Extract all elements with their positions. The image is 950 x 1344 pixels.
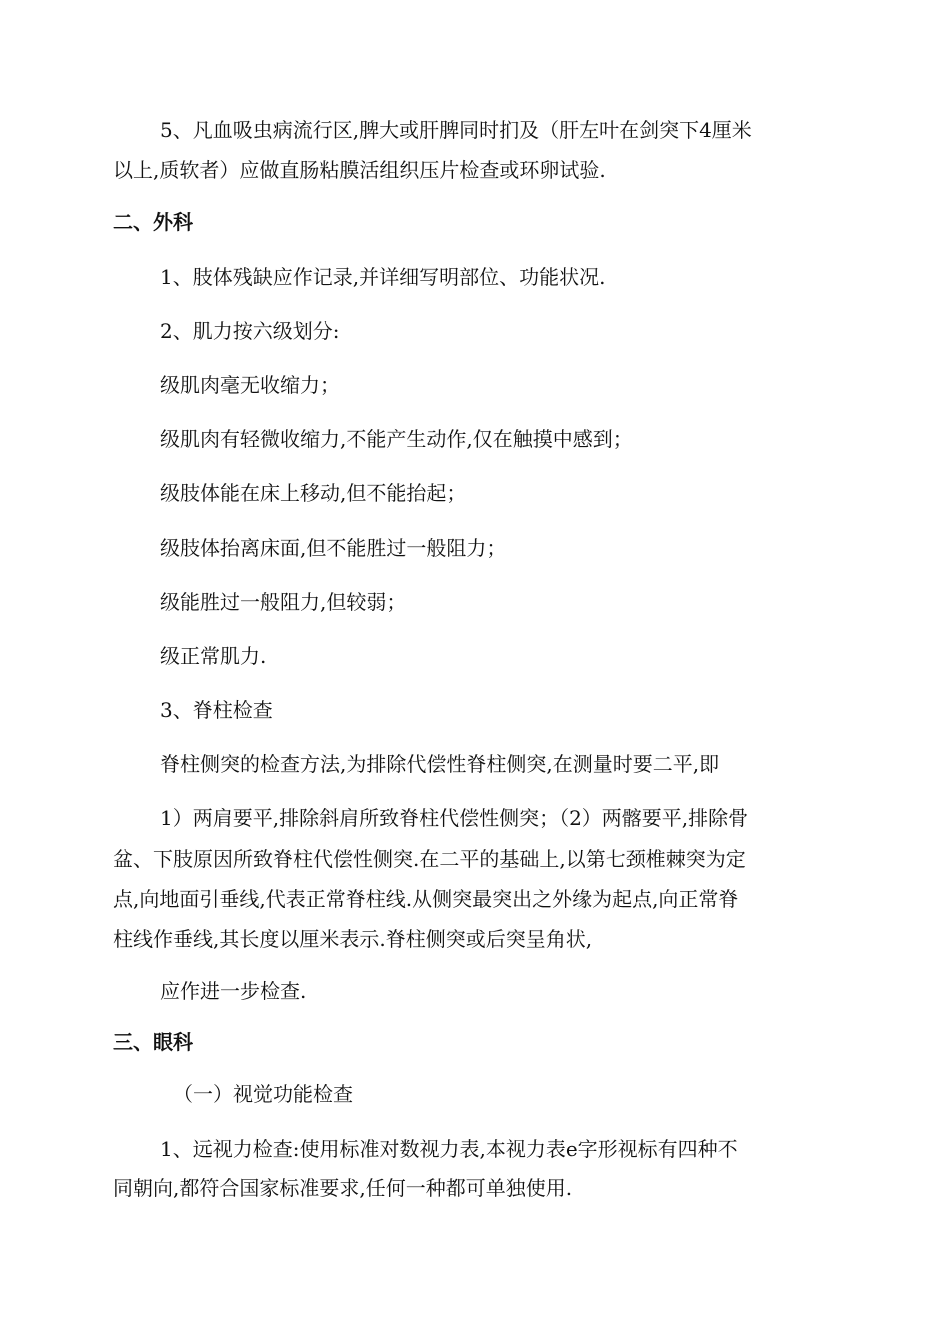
paragraph-line: 脊柱侧突的检查方法,为排除代偿性脊柱侧突,在测量时要二平,即 — [160, 752, 720, 776]
paragraph-line: 级肌肉有轻微收缩力,不能产生动作,仅在触摸中感到； — [160, 427, 633, 451]
paragraph-line: 级正常肌力. — [160, 644, 267, 668]
paragraph-line: 级肢体能在床上移动,但不能抬起； — [160, 481, 467, 505]
paragraph-line: 1）两肩要平,排除斜肩所致脊柱代偿性侧突；（2）两髂要平,排除骨 — [160, 806, 749, 830]
paragraph-line: 点,向地面引垂线,代表正常脊柱线.从侧突最突出之外缘为起点,向正常脊 — [113, 887, 739, 911]
paragraph-line: 柱线作垂线,其长度以厘米表示.脊柱侧突或后突呈角状, — [113, 927, 593, 951]
paragraph-line: 级肢体抬离床面,但不能胜过一般阻力； — [160, 536, 507, 560]
paragraph-line: 应作进一步检查. — [160, 979, 307, 1003]
paragraph-line: 5、凡血吸虫病流行区,脾大或肝脾同时扪及（肝左叶在剑突下4厘米 — [160, 118, 752, 142]
paragraph-line: 同朝向,都符合国家标准要求,任何一种都可单独使用. — [113, 1176, 573, 1200]
paragraph-line: 3、脊柱检查 — [160, 698, 273, 722]
paragraph-line: 2、肌力按六级划分: — [160, 319, 340, 343]
paragraph-line: 以上,质软者）应做直肠粘膜活组织压片检查或环卵试验. — [113, 158, 606, 182]
section-heading-ophthalmology: 三、眼科 — [113, 1030, 193, 1054]
paragraph-line: 级能胜过一般阻力,但较弱； — [160, 590, 407, 614]
paragraph-line: 盆、下肢原因所致脊柱代偿性侧突.在二平的基础上,以第七颈椎棘突为定 — [113, 847, 746, 871]
section-heading-surgery: 二、外科 — [113, 210, 193, 234]
paragraph-line: 级肌肉毫无收缩力； — [160, 373, 340, 397]
paragraph-line: 1、远视力检查:使用标准对数视力表,本视力表e字形视标有四种不 — [160, 1137, 738, 1161]
subsection-heading: （一）视觉功能检查 — [173, 1082, 353, 1106]
paragraph-line: 1、肢体残缺应作记录,并详细写明部位、功能状况. — [160, 265, 606, 289]
